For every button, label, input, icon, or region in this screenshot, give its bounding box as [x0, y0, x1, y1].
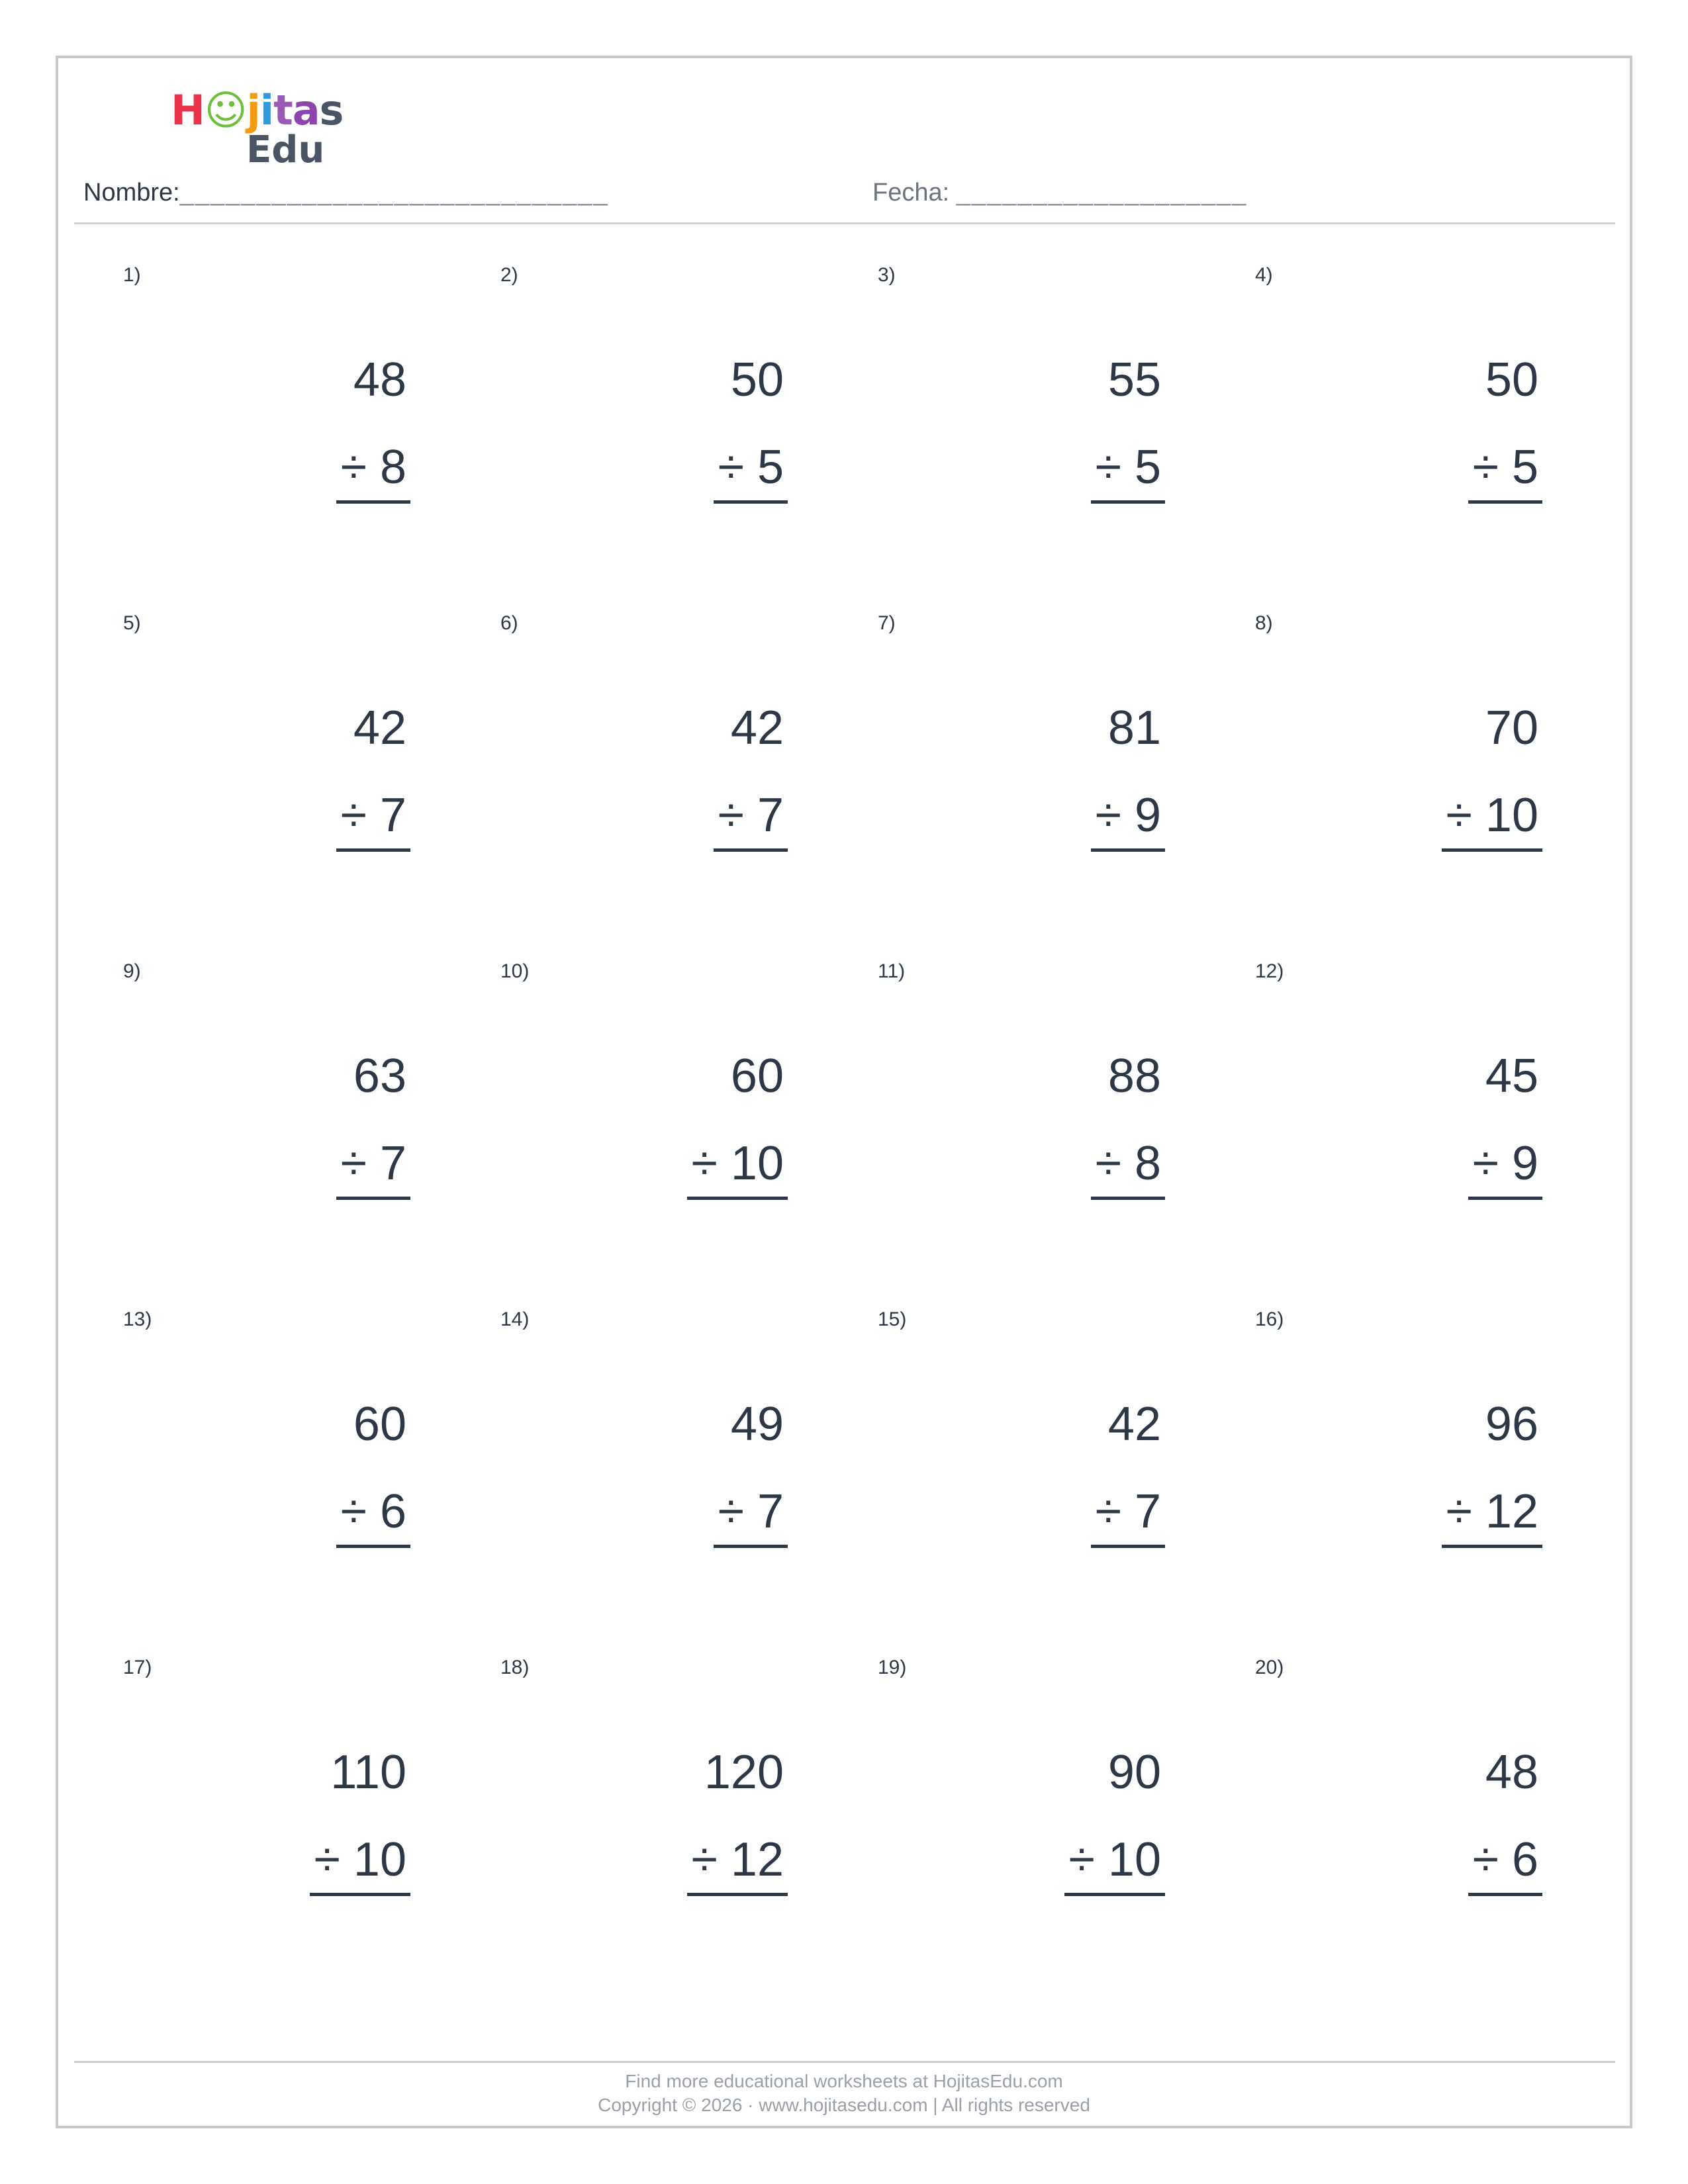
divisor: ÷ 9: [1095, 789, 1161, 842]
answer-line[interactable]: [1468, 1197, 1542, 1200]
answer-line[interactable]: [1091, 500, 1165, 504]
problem-number: 16): [1255, 1308, 1284, 1330]
division-problem: [1255, 263, 1626, 608]
dividend: 120: [704, 1746, 784, 1799]
division-problem: [123, 960, 494, 1304]
divisor: ÷ 10: [1068, 1833, 1161, 1886]
problem-number: 10): [500, 960, 530, 982]
divisor: ÷ 8: [340, 441, 406, 494]
divisor: ÷ 10: [691, 1137, 784, 1190]
hojitas-edu-logo: [171, 86, 344, 173]
dividend: 42: [730, 702, 784, 754]
logo-letter: i: [259, 86, 274, 134]
problem-number: 1): [123, 264, 141, 286]
divisor: ÷ 7: [340, 1137, 406, 1190]
dividend: 63: [353, 1050, 406, 1103]
answer-line[interactable]: [1442, 1545, 1542, 1548]
divisor: ÷ 7: [718, 1485, 784, 1538]
divisor: ÷ 7: [718, 789, 784, 842]
divisor: ÷ 6: [340, 1485, 406, 1538]
division-problem: [123, 263, 494, 608]
dividend: 60: [730, 1050, 784, 1103]
answer-line[interactable]: [336, 848, 410, 852]
answer-line[interactable]: [336, 1197, 410, 1200]
division-problem: [123, 1656, 494, 2000]
problem-number: 6): [500, 612, 518, 634]
dividend: 50: [1485, 353, 1538, 406]
problem-number: 11): [878, 960, 906, 982]
division-problem: [878, 612, 1248, 956]
answer-line[interactable]: [336, 1545, 410, 1548]
dividend: 110: [330, 1746, 406, 1799]
division-problem: [878, 960, 1248, 1304]
problem-number: 3): [878, 264, 896, 286]
date-field[interactable]: [872, 177, 1247, 208]
logo-letter: t: [273, 86, 293, 134]
divisor: ÷ 12: [1446, 1485, 1538, 1538]
division-problem: [878, 1308, 1248, 1652]
divisor: ÷ 7: [340, 789, 406, 842]
answer-line[interactable]: [687, 1197, 788, 1200]
dividend: 90: [1107, 1746, 1161, 1799]
divisor: ÷ 7: [1095, 1485, 1161, 1538]
problem-number: 13): [123, 1308, 152, 1330]
problem-number: 2): [500, 264, 518, 286]
logo-letter: H: [171, 86, 205, 134]
dividend: 42: [1107, 1398, 1161, 1451]
divisor: ÷ 12: [691, 1833, 784, 1886]
dividend: 60: [353, 1398, 406, 1451]
answer-line[interactable]: [714, 500, 788, 504]
division-problem: [500, 612, 871, 956]
answer-line[interactable]: [714, 1545, 788, 1548]
footer-promo-text: Find more educational worksheets at HojitasEdu.com: [625, 2071, 1063, 2091]
division-problem: [500, 1308, 871, 1652]
problem-number: 18): [500, 1657, 530, 1678]
division-problem: [500, 960, 871, 1304]
name-label: Nombre:: [83, 179, 180, 206]
divisor: ÷ 10: [314, 1833, 406, 1886]
problem-number: 14): [500, 1308, 530, 1330]
logo-letter: s: [319, 86, 344, 134]
problem-number: 20): [1255, 1657, 1284, 1678]
name-blank-line[interactable]: ____________________________: [179, 179, 609, 206]
footer-copyright-text: Copyright © 2026 · www.hojitasedu.com | All rights reserved: [598, 2095, 1090, 2115]
dividend: 96: [1485, 1398, 1538, 1451]
logo-letter: j: [246, 86, 260, 134]
division-problem: [123, 1308, 494, 1652]
problem-number: 7): [878, 612, 896, 634]
division-problem: [1255, 960, 1626, 1304]
division-problem: [1255, 1656, 1626, 2000]
division-problem: [1255, 612, 1626, 956]
division-problem: [500, 263, 871, 608]
problem-number: 17): [123, 1657, 152, 1678]
logo-wordmark: [171, 87, 343, 134]
answer-line[interactable]: [310, 1893, 410, 1896]
footer-divider: [74, 2061, 1615, 2063]
answer-line[interactable]: [336, 500, 410, 504]
dividend: 88: [1107, 1050, 1161, 1103]
answer-line[interactable]: [1442, 848, 1542, 852]
answer-line[interactable]: [1468, 1893, 1542, 1896]
answer-line[interactable]: [1091, 1197, 1165, 1200]
answer-line[interactable]: [1091, 848, 1165, 852]
dividend: 70: [1485, 702, 1538, 754]
answer-line[interactable]: [1468, 500, 1542, 504]
dividend: 49: [730, 1398, 784, 1451]
problem-number: 15): [878, 1308, 907, 1330]
dividend: 42: [353, 702, 406, 754]
divisor: ÷ 5: [718, 441, 784, 494]
dividend: 50: [730, 353, 784, 406]
problem-number: 19): [878, 1657, 907, 1678]
problem-number: 4): [1255, 264, 1273, 286]
answer-line[interactable]: [1091, 1545, 1165, 1548]
dividend: 55: [1107, 353, 1161, 406]
division-problem: [1255, 1308, 1626, 1652]
name-field[interactable]: [83, 177, 608, 208]
divisor: ÷ 6: [1472, 1833, 1538, 1886]
problem-number: 9): [123, 960, 141, 982]
division-problem: [123, 612, 494, 956]
logo-letter: a: [292, 86, 320, 134]
dividend: 45: [1485, 1050, 1538, 1103]
dividend: 48: [1485, 1746, 1538, 1799]
problem-number: 8): [1255, 612, 1273, 634]
answer-line[interactable]: [687, 1893, 788, 1896]
answer-line[interactable]: [1064, 1893, 1165, 1896]
divisor: ÷ 10: [1446, 789, 1538, 842]
divisor: ÷ 8: [1095, 1137, 1161, 1190]
header-divider: [74, 222, 1615, 224]
problem-number: 5): [123, 612, 141, 634]
date-label: Fecha:: [872, 179, 950, 206]
dividend: 81: [1107, 702, 1161, 754]
divisor: ÷ 5: [1472, 441, 1538, 494]
divisor: ÷ 9: [1472, 1137, 1538, 1190]
problem-number: 12): [1255, 960, 1284, 982]
dividend: 48: [353, 353, 406, 406]
division-problem: [878, 263, 1248, 608]
answer-line[interactable]: [714, 848, 788, 852]
date-blank-line[interactable]: ___________________: [956, 179, 1248, 206]
logo-subtitle: Edu: [246, 128, 325, 171]
logo-face-icon: ☺: [204, 86, 247, 134]
division-problem: [878, 1656, 1248, 2000]
division-problem: [500, 1656, 871, 2000]
divisor: ÷ 5: [1095, 441, 1161, 494]
